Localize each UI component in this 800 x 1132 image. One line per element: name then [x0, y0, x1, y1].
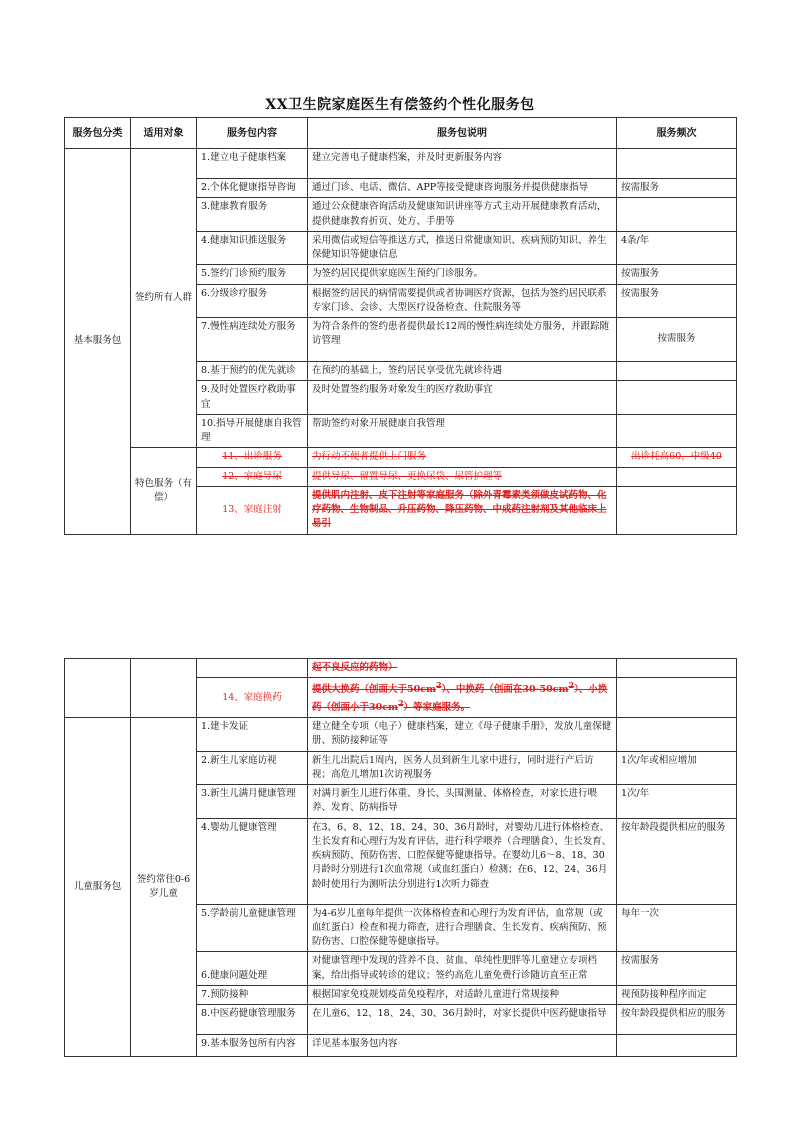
frequency-cell: 出诊耗高60，中级40 — [617, 448, 737, 467]
target-cell-special: 特色服务（有偿） — [131, 448, 197, 534]
content-cell: 4.婴幼儿健康管理 — [197, 818, 308, 904]
description-cell: 在3、6、8、12、18、24、30、36月龄时，对婴幼儿进行体格检查、生长发育和心理行为发育评估，进行科学喂养（合理膳食）、生长发育、疾病预防、预防伤害、口腔保健等健康指导。在婴幼儿6～8、18、30月龄时分别进行1次血常规（或血红蛋白）检测；在6、12、24、36月龄时使用行为测听法分别进行1次听力筛查 — [308, 818, 617, 904]
frequency-cell: 按年龄段提供相应的服务 — [617, 818, 737, 904]
target-cell: 签约常住0-6岁儿童 — [131, 718, 197, 1057]
frequency-cell: 视预防接种程序而定 — [617, 985, 737, 1004]
content-cell: 1.建卡发证 — [197, 718, 308, 752]
content-cell: 5.学龄前儿童健康管理 — [197, 904, 308, 952]
header-description: 服务包说明 — [308, 118, 617, 149]
table-row — [65, 149, 737, 179]
frequency-cell: 按需服务 — [617, 318, 737, 362]
description-cell: 帮助签约对象开展健康自我管理 — [308, 414, 617, 448]
table-row — [65, 448, 737, 467]
content-cell: 3.健康教育服务 — [197, 198, 308, 232]
frequency-cell — [617, 718, 737, 752]
description-cell: 采用微信或短信等推送方式，推送日常健康知识、疾病预防知识、养生保健知识等健康信息 — [308, 231, 617, 265]
description-cell: 根据签约居民的病情需要提供或者协调医疗资源，包括为签约居民联系专家门诊、会诊、大型医疗设备检查、住院服务等 — [308, 284, 617, 318]
frequency-cell: 按需服务 — [617, 952, 737, 986]
content-cell: 7.预防接种 — [197, 985, 308, 1004]
header-frequency: 服务频次 — [617, 118, 737, 149]
description-cell — [308, 678, 617, 718]
category-cell: 儿童服务包 — [65, 718, 131, 1057]
description-part: ）等家庭服务。 — [403, 701, 471, 713]
content-cell: 4.健康知识推送服务 — [197, 231, 308, 265]
superscript: 2 — [398, 698, 404, 708]
description-cell: 根据国家免疫规划疫苗免疫程序，对适龄儿童进行常规接种 — [308, 985, 617, 1004]
description-cell: 为符合条件的签约患者提供最长12周的慢性病连续处方服务，并跟踪随访管理 — [308, 318, 617, 362]
table-header-row — [65, 118, 737, 149]
frequency-cell — [617, 678, 737, 718]
content-cell: 9.及时处置医疗救助事宜 — [197, 381, 308, 415]
description-cell: 建立完善电子健康档案，并及时更新服务内容 — [308, 149, 617, 179]
description-cell: 及时处置签约服务对象发生的医疗救助事宜 — [308, 381, 617, 415]
description-cell: 起不良反应的药物） — [308, 659, 617, 678]
target-cell: 签约所有人群 — [131, 149, 197, 448]
frequency-cell — [617, 1035, 737, 1057]
description-part: ）、小换药（创面小于30cm — [312, 684, 608, 713]
description-cell: 通过公众健康咨询活动及健康知识讲座等方式主动开展健康教育活动，提供健康教育折页、处方、手册等 — [308, 198, 617, 232]
content-cell: 8.中医药健康管理服务 — [197, 1005, 308, 1035]
table-row — [65, 718, 737, 752]
header-target: 适用对象 — [131, 118, 197, 149]
frequency-cell: 按需服务 — [617, 265, 737, 284]
frequency-cell: 按需服务 — [617, 179, 737, 198]
frequency-cell — [617, 149, 737, 179]
content-cell: 13、家庭注射 — [197, 486, 308, 534]
frequency-cell — [617, 414, 737, 448]
description-cell: 通过门诊、电话、微信、APP等接受健康咨询服务并提供健康指导 — [308, 179, 617, 198]
description-cell: 新生儿出院后1周内，医务人员到新生儿家中进行，同时进行产后访视；高危儿增加1次访视服务 — [308, 751, 617, 785]
description-cell: 为行动不便者提供上门服务 — [308, 448, 617, 467]
category-cell: 基本服务包 — [65, 149, 131, 535]
description-cell: 对健康管理中发现的营养不良、贫血、单纯性肥胖等儿童建立专项档案，给出指导或转诊的建议；签约高危儿童免费行诊随访直至正常 — [308, 952, 617, 986]
content-cell: 7.慢性病连续处方服务 — [197, 318, 308, 362]
content-cell: 10.指导开展健康自我管理 — [197, 414, 308, 448]
page-title: XX卫生院家庭医生有偿签约个性化服务包 — [265, 97, 535, 113]
frequency-cell — [617, 381, 737, 415]
content-cell: 12、家庭导尿 — [197, 467, 308, 486]
content-cell — [197, 659, 308, 678]
content-cell: 11、出诊服务 — [197, 448, 308, 467]
content-cell: 14、家庭换药 — [197, 678, 308, 718]
service-table-continued — [64, 658, 737, 1057]
frequency-cell: 按需服务 — [617, 284, 737, 318]
content-cell: 6.健康问题处理 — [197, 952, 308, 986]
description-cell: 提供导尿、留置导尿、更换尿袋、尿管护理等 — [308, 467, 617, 486]
content-cell: 6.分级诊疗服务 — [197, 284, 308, 318]
description-cell: 提供肌内注射、皮下注射等家庭服务（除外青霉素类须做皮试药物、化疗药物、生物制品、升压药物、降压药物、中成药注射剂及其他临床上易引 — [308, 486, 617, 534]
description-cell: 对满月新生儿进行体重、身长、头围测量、体格检查，对家长进行喂养、发育、防病指导 — [308, 785, 617, 819]
frequency-cell: 1次/年或相应增加 — [617, 751, 737, 785]
frequency-cell: 每年一次 — [617, 904, 737, 952]
description-cell: 详见基本服务包内容 — [308, 1035, 617, 1057]
frequency-cell: 按年龄段提供相应的服务 — [617, 1005, 737, 1035]
table-row — [65, 659, 737, 678]
service-table-basic — [64, 117, 737, 535]
content-cell: 5.签约门诊预约服务 — [197, 265, 308, 284]
frequency-cell — [617, 486, 737, 534]
description-cell: 在预约的基础上，签约居民享受优先就诊待遇 — [308, 362, 617, 381]
header-content: 服务包内容 — [197, 118, 308, 149]
superscript: 2 — [436, 681, 442, 691]
content-cell: 2.新生儿家庭访视 — [197, 751, 308, 785]
frequency-cell — [617, 362, 737, 381]
superscript: 2 — [568, 681, 575, 691]
content-cell: 1.建立电子健康档案 — [197, 149, 308, 179]
frequency-cell — [617, 467, 737, 486]
content-cell: 2.个体化健康指导咨询 — [197, 179, 308, 198]
frequency-cell — [617, 198, 737, 232]
category-cell-continued — [65, 659, 131, 718]
frequency-cell: 1次/年 — [617, 785, 737, 819]
content-cell: 3.新生儿满月健康管理 — [197, 785, 308, 819]
description-cell: 为4-6岁儿童每年提供一次体格检查和心理行为发育评估，血常规（或血红蛋白）检查和视力筛查，进行合理膳食、生长发育、疾病预防、预防伤害、口腔保健等健康指导。 — [308, 904, 617, 952]
description-cell: 为签约居民提供家庭医生预约门诊服务。 — [308, 265, 617, 284]
frequency-cell: 4条/年 — [617, 231, 737, 265]
description-part: 提供大换药（创面大于50cm — [312, 684, 437, 696]
description-cell: 在儿童6、12、18、24、30、36月龄时，对家长提供中医药健康指导 — [308, 1005, 617, 1035]
header-category: 服务包分类 — [65, 118, 131, 149]
description-part: ）、中换药（创面在30-50cm — [441, 684, 569, 696]
description-cell: 建立健全专项（电子）健康档案，建立《母子健康手册》，发放儿童保健册、预防接种证等 — [308, 718, 617, 752]
content-cell: 9.基本服务包所有内容 — [197, 1035, 308, 1057]
frequency-cell — [617, 659, 737, 678]
target-cell-continued — [131, 659, 197, 718]
content-cell: 8.基于预约的优先就诊 — [197, 362, 308, 381]
